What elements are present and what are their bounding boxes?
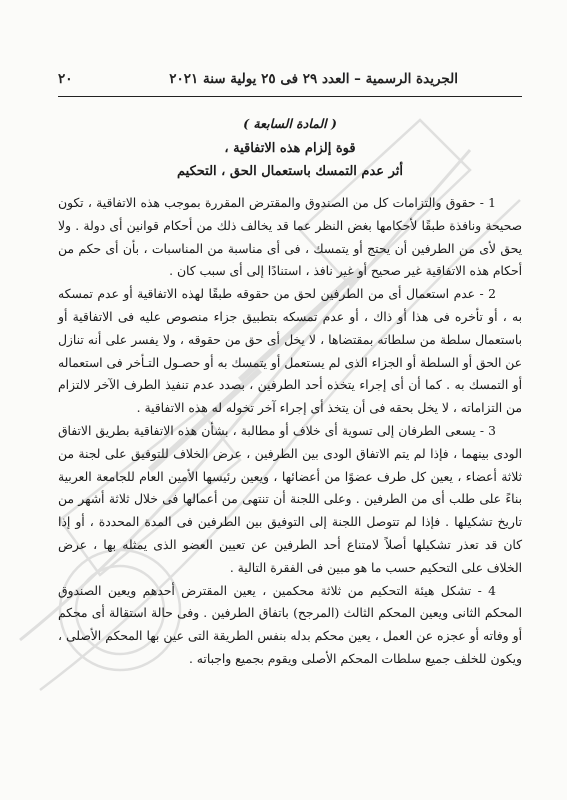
article-heading-line1: قوة إلزام هذه الاتفاقية ، [224,141,356,156]
paragraph-1: 1 - حقوق والتزامات كل من الصندوق والمقترض المقررة بموجب هذه الاتفاقية ، تكون صحيحة ونافذة طبقًا لأحكامها بغض النظر عما قد يخالف ذلك من أحكام قوانين أى دولة . ولا يحق لأى من الطرفين أن يحتج أو يتمسك ، فى أى مناسبة من المناسبات ، بأن أى حكم من أحكام هذه الاتفاقية غير صحيح أو غير نافذ ، استنادًا إلى أى سبب كان . [58,196,522,279]
article-heading [58,116,522,183]
article-body [58,192,522,671]
article-title: ( المادة السابعة ) [243,116,337,131]
gazette-title: الجريدة الرسمية – العدد ٢٩ فى ٢٥ يولية سنة ٢٠٢١ [169,71,458,87]
page-number: ٢٠ [58,71,73,87]
document-page [58,0,522,800]
paragraph-3: 3 - يسعى الطرفان إلى تسوية أى خلاف أو مطالبة ، بشأن هذه الاتفاقية بطريق الاتفاق الودى بينهما ، فإذا لم يتم الاتفاق الودى بين الطرفين ، عرض الخلاف للتوفيق على لجنة من ثلاثة أعضاء ، يعين كل طرف عضوًا من أعضائها ، ويعين رئيسها الأمين العام للجامعة العربية بناءً على طلب أى من الطرفين . وعلى اللجنة أن تنتهى من أعمالها فى خلال ثلاثة أشهر من تاريخ تشكيلها . فإذا لم تتوصل اللجنة إلى التوفيق بين الطرفين فى المدة المحددة ، أو إذا كان قد تعذر تشكيلها أصلاً لامتناع أحد الطرفين عن تعيين العضو الذى يمثله بها ، عرض الخلاف على التحكيم حسب ما هو مبين فى الفقرة التالية . [58,423,522,575]
header-rule [58,96,522,97]
page-header [58,66,522,92]
paragraph-4: 4 - تشكل هيئة التحكيم من ثلاثة محكمين ، يعين المقترض أحدهم ويعين الصندوق المحكم الثانى ويعين المحكم الثالث (المرجح) باتفاق الطرفين . وفى حالة استقالة أى محكم أو وفاته أو عجزه عن العمل ، يعين محكم بدله بنفس الطريقة التى عين بها المحكم الأصلى ، ويكون للخلف جميع سلطات المحكم الأصلى ويقوم بجميع واجباته . [58,583,522,666]
article-heading-line2: أثر عدم التمسك باستعمال الحق ، التحكيم [177,164,403,179]
paragraph-2: 2 - عدم استعمال أى من الطرفين لحق من حقوقه طبقًا لهذه الاتفاقية أو عدم تمسكه به ، أو تأخره فى هذا أو ذاك ، أو عدم تمسكه بتطبيق جزاء منصوص عليه فى الاتفاقية أو باستعمال سلطة من سلطاته بمقتضاها ، لا يخل أى حق من حقوقه ، ولا يفسر على أنه تنازل عن الحق أو السلطة أو الجزاء الذى لم يستعمل أو يتمسك به أو حصـول التـأخر فى استعماله أو التمسك به . كما أن أى إجراء يتخذه أحد الطرفين ، بصدد عدم تنفيذ الطرف الآخر لالتزام من التزاماته ، لا يخل بحقه فى أن يتخذ أى إجراء آخر تخوله له هذه الاتفاقية . [58,287,522,416]
